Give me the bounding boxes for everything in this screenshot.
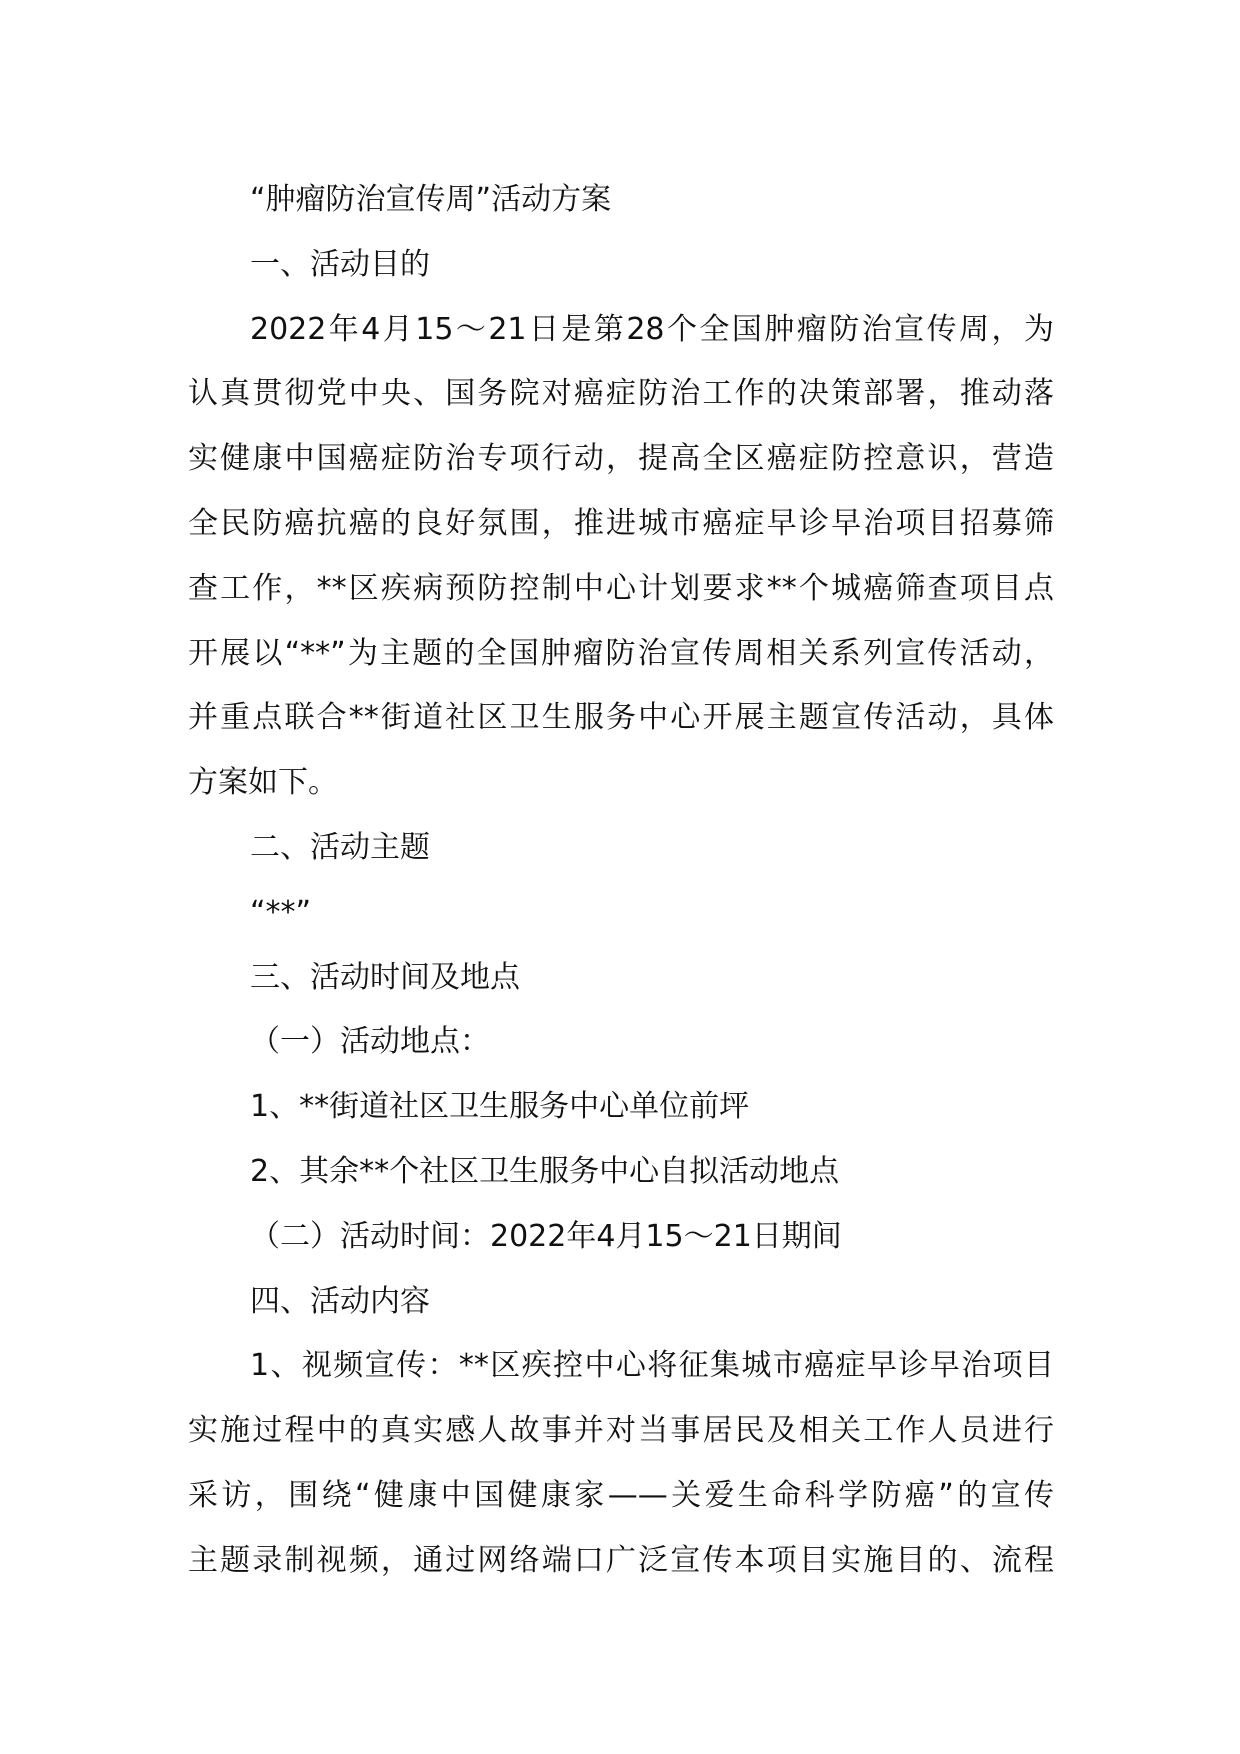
location-item: 2、其余**个社区卫生服务中心自拟活动地点 (250, 1153, 840, 1189)
paragraph-line: 开展以“**”为主题的全国肿瘤防治宣传周相关系列宣传活动， (188, 635, 1054, 671)
section-heading-time-location: 三、活动时间及地点 (250, 959, 520, 995)
paragraph-line: 1、视频宣传：**区疾控中心将征集城市癌症早诊早治项目 (250, 1348, 1054, 1384)
section-heading-content: 四、活动内容 (250, 1283, 430, 1319)
section-heading-theme: 二、活动主题 (250, 829, 430, 865)
paragraph-line: 实施过程中的真实感人故事并对当事居民及相关工作人员进行 (188, 1413, 1054, 1449)
paragraph-line: 方案如下。 (188, 765, 338, 801)
purpose-paragraph (188, 298, 1054, 816)
paragraph-line: 并重点联合**街道社区卫生服务中心开展主题宣传活动，具体 (188, 700, 1054, 736)
paragraph-line: 查工作，**区疾病预防控制中心计划要求**个城癌筛查项目点 (188, 570, 1054, 606)
section-heading-purpose: 一、活动目的 (250, 246, 430, 282)
paragraph-line: 采访，围绕“健康中国健康家——关爱生命科学防癌”的宣传 (188, 1477, 1054, 1513)
location-item: 1、**街道社区卫生服务中心单位前坪 (250, 1089, 750, 1125)
time-line: （二）活动时间：2022年4月15～21日期间 (250, 1218, 842, 1254)
location-heading: （一）活动地点： (250, 1024, 490, 1060)
theme-value: “**” (250, 894, 312, 930)
paragraph-line: 认真贯彻党中央、国务院对癌症防治工作的决策部署，推动落 (188, 376, 1054, 412)
document-title: “肿瘤防治宣传周”活动方案 (250, 182, 612, 217)
paragraph-line: 2022年4月15～21日是第28个全国肿瘤防治宣传周，为 (250, 311, 1054, 347)
document-body (188, 168, 1054, 1594)
paragraph-line: 实健康中国癌症防治专项行动，提高全区癌症防控意识，营造 (188, 441, 1054, 477)
paragraph-line: 主题录制视频，通过网络端口广泛宣传本项目实施目的、流程 (188, 1542, 1054, 1578)
content-paragraph (188, 1334, 1054, 1593)
paragraph-line: 全民防癌抗癌的良好氛围，推进城市癌症早诊早治项目招募筛 (188, 505, 1054, 541)
